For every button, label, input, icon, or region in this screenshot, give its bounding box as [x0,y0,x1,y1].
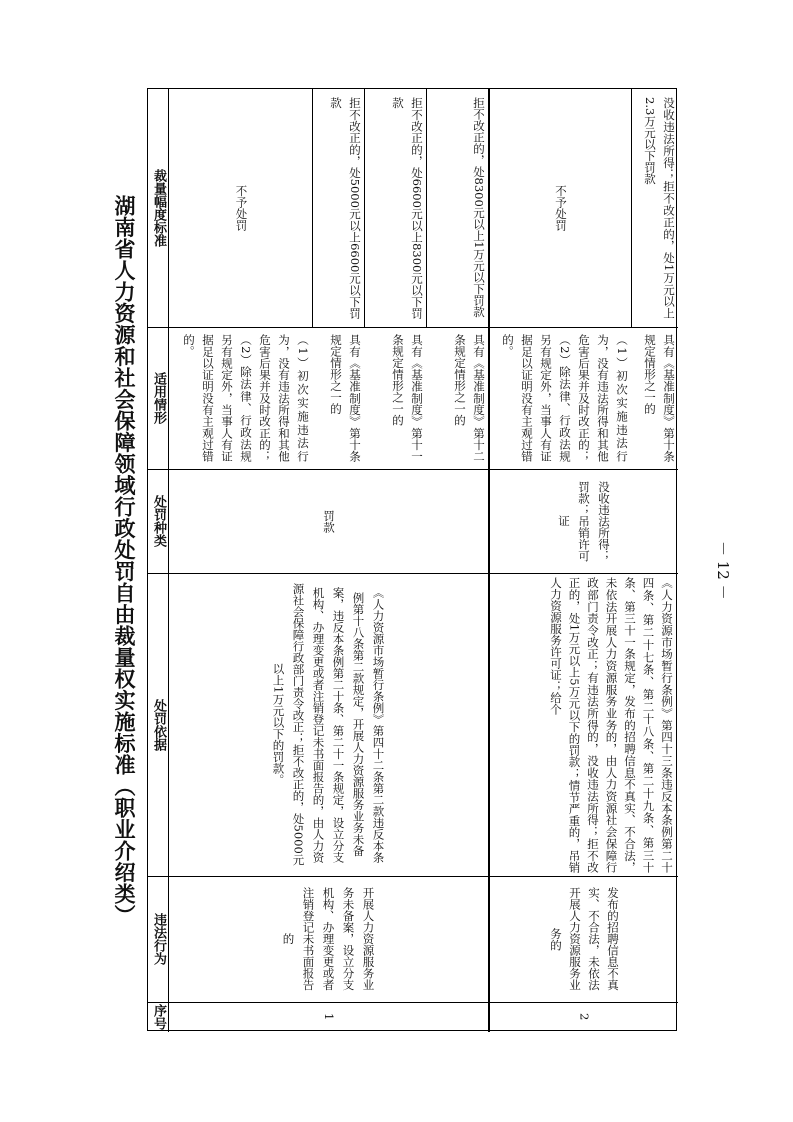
row2-penalty-type [490,469,678,573]
row2-penalty-type-text: 没收违法所得；罚款；吊销许可证 [557,480,611,562]
row2-basis: 《人力资源市场暂行条例》第四十三条违反本条例第二十四条、第二十七条、第二十八条、第二十九条、第三十条、第三十一条规定，发布的招聘信息不真实、不合法，未依法开展人力资源服务业务的，由人力资源社会保障行政部门责令改正；有违法所得的，没收违法所得；拒不改正的，处1万元以上5万元以下的罚款；情节严重的，吊销人力资源服务许可证；给个 [549,577,674,873]
header-circumstances: 适用情形 [151,372,166,424]
header-basis: 处罚依据 [151,698,166,751]
header-penalty-type: 处罚种类 [151,495,166,547]
row2-standard-1: 不予处罚 [554,185,568,231]
row1-standard-3: 拒不改正的，处6600元以上8300元以下罚款 [391,97,424,319]
penalty-standard-table [147,88,677,1031]
row1-circumstance-4: 具有《基准制度》第十二条规定情形之一的 [453,334,486,462]
column-divider [148,327,678,328]
row2-violation [490,876,678,1002]
row1-standard-1: 不予处罚 [234,185,249,231]
header-violation: 违法行为 [151,913,166,965]
row1-penalty-type: 罚款 [322,509,336,533]
row2-circumstance-2: 具有《基准制度》第十条规定情形之一的 [643,334,676,462]
row2-violation-text: 发布的招聘信息不真实、不合法，未依法开展人力资源服务业务的 [549,887,620,991]
header-seq: 序号 [151,1004,166,1030]
row1-basis-text: 《人力资源市场暂行条例》第四十二条第二款违反本条例第十八条第二款规定，开展人力资源服务业务未备案，违反本条例第二十条、第二十一条规定，设立分支机构、办理变更或者注销登记未书面报告的，由人力资源社会保障行政部门责令改正；拒不改正的，处5000元以上1万元以下的罚款。 [271,583,386,866]
row1-circumstance-1: （1）初次实施违法行为，没有违法所得和其他危害后果并及时改正的；（2）除法律、行政法规另有规定外，当事人有证据足以证明没有主观过错的。 [182,334,310,462]
row1-standard-2: 拒不改正的，处5000元以上6600元以下罚款 [329,97,362,319]
row2-seq: 2 [577,1013,592,1021]
page-title: 湖南省人力资源和社会保障领域行政处罚自由裁量权实施标准（职业介绍类） [112,194,136,926]
row2-standard-2: 没收违法所得；拒不改正的，处1万元以上2.3万元以下罚款 [643,97,676,319]
row1-standard-4: 拒不改正的，处8300元以上1万元以下罚款 [472,97,486,318]
row1-violation-text: 开展人力资源服务业务未备案，设立分支机构、办理变更或者注销登记未书面报告的 [281,887,376,991]
row1-violation [169,876,488,1002]
header-standard: 裁量幅度标准 [151,169,166,247]
row1-basis [169,573,488,876]
row1-circumstance-2: 具有《基准制度》第十条规定情形之一的 [329,334,362,462]
page-number: － 12 － [714,540,732,600]
row1-circumstance-3: 具有《基准制度》第十一条规定情形之一的 [391,334,424,462]
row1-seq: 1 [322,1013,336,1021]
row2-circumstance-1: （1）初次实施违法行为，没有违法所得和其他危害后果并及时改正的；（2）除法律、行政法规另有规定外，当事人有证据足以证明没有主观过错的。 [501,334,629,462]
